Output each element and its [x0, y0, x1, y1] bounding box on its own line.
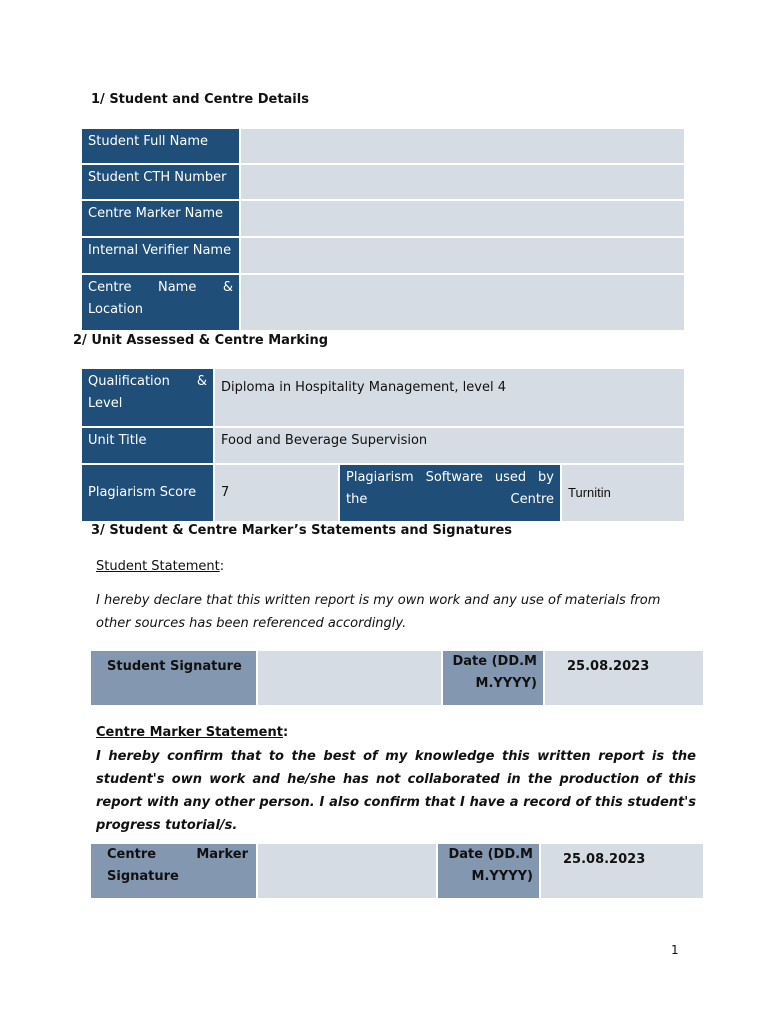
page-number: 1 [671, 943, 679, 957]
student-signature-value[interactable] [257, 650, 442, 706]
marker-date-value: 25.08.2023 [540, 843, 704, 899]
marker-date-label: Date (DD.MM.YYYY) [448, 847, 533, 884]
plagiarism-score-label: Plagiarism Score [81, 464, 214, 522]
student-date-label-cell [442, 650, 544, 706]
unit-title-value: Food and Beverage Supervision [214, 427, 685, 464]
centre-name-location-label: Centre Name & Location [81, 274, 240, 331]
centre-name-location-value[interactable] [240, 274, 685, 331]
student-date-label: Date (DD.MM.YYYY) [452, 654, 537, 691]
unit-assessed-table [81, 368, 685, 522]
centre-marker-name-label: Centre Marker Name [81, 200, 240, 237]
marker-signature-value[interactable] [257, 843, 437, 899]
student-centre-details-table [81, 128, 685, 331]
section3-heading: 3/ Student & Centre Marker’s Statements and Signatures [91, 523, 513, 538]
student-date-value: 25.08.2023 [544, 650, 704, 706]
student-signature-table [90, 650, 704, 706]
marker-statement-text: I hereby confirm that to the best of my knowledge this written report is the student's own work and he/she has not collaborated in the production of this report with any other person. I also confirm that I have a record of this student's progress tutorial/s. [96, 749, 696, 833]
marker-date-label-cell [437, 843, 540, 899]
plagiarism-software-label: Plagiarism Software used by the Centre [339, 464, 561, 522]
student-cth-number-value[interactable] [240, 164, 685, 200]
section2-heading: 2/ Unit Assessed & Centre Marking [73, 333, 329, 348]
marker-signature-table [90, 843, 704, 899]
student-full-name-value[interactable] [240, 128, 685, 164]
student-full-name-label: Student Full Name [81, 128, 240, 164]
marker-signature-label: Centre Marker Signature [90, 843, 257, 899]
centre-marker-name-value[interactable] [240, 200, 685, 237]
student-signature-label: Student Signature [90, 650, 257, 706]
marker-statement-title: Centre Marker Statement [96, 725, 283, 740]
student-statement-title: Student Statement [96, 559, 220, 574]
student-statement-text: I hereby declare that this written report is my own work and any use of materials from other sources has been referenced accordingly. [96, 593, 661, 631]
unit-title-label: Unit Title [81, 427, 214, 464]
student-statement-title-line: Student Statement: [96, 559, 225, 574]
internal-verifier-name-label: Internal Verifier Name [81, 237, 240, 274]
section1-heading: 1/ Student and Centre Details [91, 92, 309, 107]
marker-statement-title-line: Centre Marker Statement: [96, 725, 289, 740]
plagiarism-software-value: Turnitin [561, 464, 685, 522]
qualification-level-value: Diploma in Hospitality Management, level 4 [214, 368, 685, 427]
plagiarism-score-value: 7 [214, 464, 339, 522]
student-cth-number-label: Student CTH Number [81, 164, 240, 200]
qualification-level-label: Qualification & Level [81, 368, 214, 427]
internal-verifier-name-value[interactable] [240, 237, 685, 274]
